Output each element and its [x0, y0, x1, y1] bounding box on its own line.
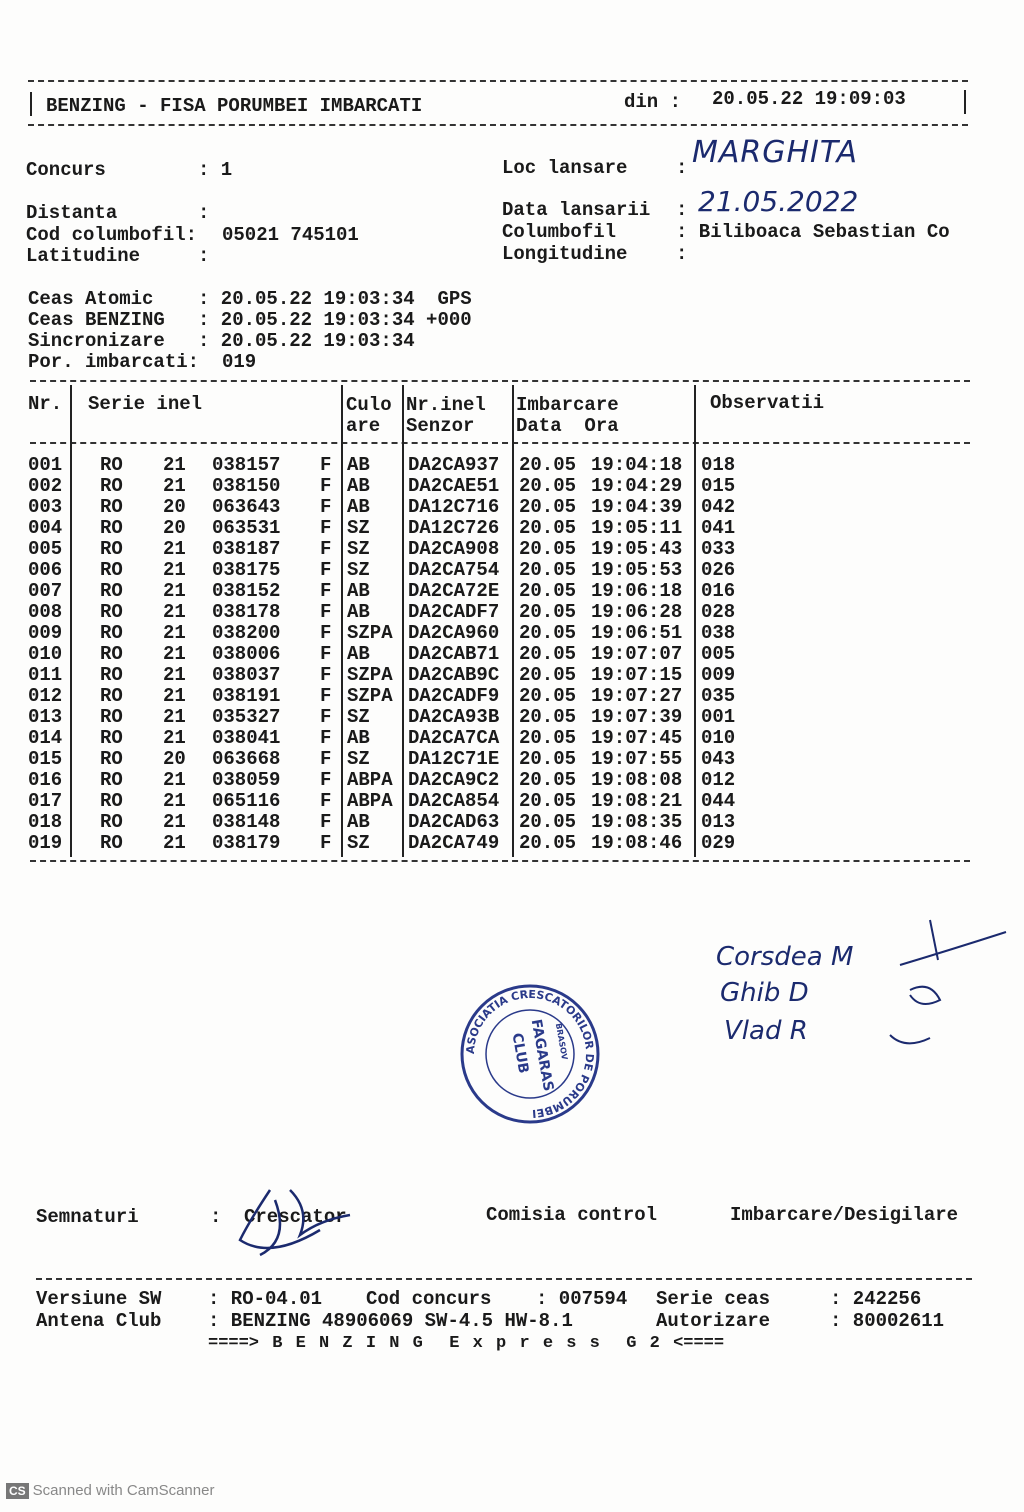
latitudine-value: : — [198, 245, 210, 267]
serie-ceas-label: Serie ceas — [656, 1288, 771, 1310]
table-row — [0, 581, 1024, 602]
cell-color: AB — [347, 811, 370, 833]
cell-ring-number: 038059 — [212, 769, 281, 791]
table-row — [0, 749, 1024, 770]
cell-ring-number: 038200 — [212, 622, 281, 644]
cell-nr: 018 — [28, 811, 63, 833]
cell-ring-number: 063531 — [212, 517, 281, 539]
col-header-nr: Nr. — [28, 393, 63, 415]
cell-nr: 001 — [28, 454, 63, 476]
cell-nr: 015 — [28, 748, 63, 770]
col-header-senzor-2: Senzor — [406, 415, 475, 437]
concurs-value: : 1 — [198, 159, 233, 181]
cell-sex: F — [320, 622, 332, 644]
cell-date: 20.05 — [519, 769, 577, 791]
loc-lansare-handwritten: MARGHITA — [692, 135, 858, 170]
cell-date: 20.05 — [519, 580, 577, 602]
longitudine-value: : — [676, 243, 688, 265]
cell-nr: 005 — [28, 538, 63, 560]
signature-scribbles — [860, 910, 1010, 1060]
cell-country: RO — [100, 454, 123, 476]
cell-country: RO — [100, 643, 123, 665]
cell-ring-number: 038150 — [212, 475, 281, 497]
distanta-value: : — [198, 202, 210, 224]
table-row — [0, 476, 1024, 497]
cell-sensor-ring: DA2CA749 — [408, 832, 500, 854]
cell-sensor-ring: DA2CAB71 — [408, 643, 500, 665]
cell-year: 21 — [163, 580, 186, 602]
cell-year: 21 — [163, 685, 186, 707]
benzing-express-banner: ====> B E N Z I N G E x p r e s s G 2 <==== — [208, 1334, 725, 1353]
cell-time: 19:05:43 — [591, 538, 683, 560]
cell-date: 20.05 — [519, 664, 577, 686]
cell-date: 20.05 — [519, 475, 577, 497]
din-value: 20.05.22 19:09:03 — [712, 88, 906, 110]
divider — [30, 92, 32, 116]
camscanner-logo: CS — [6, 1483, 29, 1499]
cell-time: 19:06:28 — [591, 601, 683, 623]
cell-observatii: 044 — [701, 790, 736, 812]
cell-time: 19:07:15 — [591, 664, 683, 686]
camscanner-watermark — [6, 1482, 214, 1499]
columbofil-value: : Biliboaca Sebastian Co — [676, 221, 950, 243]
cell-year: 21 — [163, 832, 186, 854]
cell-sensor-ring: DA2CA93B — [408, 706, 500, 728]
cell-date: 20.05 — [519, 559, 577, 581]
cell-date: 20.05 — [519, 496, 577, 518]
cell-sensor-ring: DA2CA908 — [408, 538, 500, 560]
cell-sex: F — [320, 685, 332, 707]
cell-ring-number: 038178 — [212, 601, 281, 623]
cell-sex: F — [320, 790, 332, 812]
cell-observatii: 033 — [701, 538, 736, 560]
document-title: BENZING - FISA PORUMBEI IMBARCATI — [46, 95, 423, 117]
cell-date: 20.05 — [519, 601, 577, 623]
ceas-benzing-label: Ceas BENZING — [28, 309, 165, 331]
cell-date: 20.05 — [519, 790, 577, 812]
col-header-culoare-2: are — [346, 415, 381, 437]
cell-color: ABPA — [347, 790, 393, 812]
cell-nr: 009 — [28, 622, 63, 644]
cell-ring-number: 038148 — [212, 811, 281, 833]
cell-color: AB — [347, 727, 370, 749]
cell-observatii: 012 — [701, 769, 736, 791]
stamp-fagaras: FAGARAS — [527, 1018, 557, 1093]
divider — [28, 80, 968, 82]
cell-time: 19:08:21 — [591, 790, 683, 812]
col-header-observatii: Observatii — [710, 392, 825, 414]
cell-color: SZ — [347, 559, 370, 581]
cell-sensor-ring: DA2CA72E — [408, 580, 500, 602]
cod-columbofil-label: Cod columbofil: — [26, 224, 198, 246]
cell-date: 20.05 — [519, 832, 577, 854]
cell-ring-number: 038187 — [212, 538, 281, 560]
table-row — [0, 497, 1024, 518]
table-row — [0, 812, 1024, 833]
cell-color: SZ — [347, 748, 370, 770]
cell-time: 19:07:27 — [591, 685, 683, 707]
cell-color: AB — [347, 601, 370, 623]
cell-sensor-ring: DA2CA937 — [408, 454, 500, 476]
antena-club-value: : BENZING 48906069 SW-4.5 HW-8.1 — [208, 1310, 573, 1332]
cell-date: 20.05 — [519, 706, 577, 728]
cell-ring-number: 035327 — [212, 706, 281, 728]
commission-signature-2: Ghib D — [720, 978, 809, 1008]
semnaturi-label: Semnaturi — [36, 1206, 139, 1228]
cell-sex: F — [320, 496, 332, 518]
cell-year: 21 — [163, 601, 186, 623]
cell-color: ABPA — [347, 769, 393, 791]
cell-sex: F — [320, 580, 332, 602]
loc-lansare-sep: : — [676, 157, 688, 179]
stamp-outer-text: ASOCIATIA CRESCATORILOR DE PORUMBEI — [463, 987, 597, 1120]
cell-observatii: 026 — [701, 559, 736, 581]
cell-time: 19:04:39 — [591, 496, 683, 518]
cell-sex: F — [320, 643, 332, 665]
cell-year: 21 — [163, 664, 186, 686]
cell-country: RO — [100, 790, 123, 812]
cell-time: 19:05:53 — [591, 559, 683, 581]
autorizare-label: Autorizare — [656, 1310, 771, 1332]
cell-sensor-ring: DA2CAB9C — [408, 664, 500, 686]
versiune-label: Versiune SW — [36, 1288, 162, 1310]
cell-sex: F — [320, 748, 332, 770]
crescator-signature — [230, 1180, 360, 1265]
cell-observatii: 029 — [701, 832, 736, 854]
cell-nr: 008 — [28, 601, 63, 623]
cell-sex: F — [320, 811, 332, 833]
cell-country: RO — [100, 811, 123, 833]
longitudine-label: Longitudine — [502, 243, 628, 265]
cell-sensor-ring: DA2CAE51 — [408, 475, 500, 497]
cell-time: 19:04:18 — [591, 454, 683, 476]
cell-year: 21 — [163, 790, 186, 812]
table-row — [0, 644, 1024, 665]
table-row — [0, 560, 1024, 581]
cell-ring-number: 038041 — [212, 727, 281, 749]
cell-nr: 006 — [28, 559, 63, 581]
cell-sex: F — [320, 664, 332, 686]
table-row — [0, 707, 1024, 728]
cell-observatii: 041 — [701, 517, 736, 539]
divider — [964, 90, 966, 114]
cell-time: 19:07:55 — [591, 748, 683, 770]
cell-year: 21 — [163, 454, 186, 476]
cell-observatii: 010 — [701, 727, 736, 749]
cell-sensor-ring: DA2CA854 — [408, 790, 500, 812]
comisia-control-label: Comisia control — [486, 1204, 658, 1226]
sincronizare-label: Sincronizare — [28, 330, 165, 352]
cell-observatii: 028 — [701, 601, 736, 623]
cell-year: 21 — [163, 706, 186, 728]
cell-date: 20.05 — [519, 643, 577, 665]
cell-nr: 016 — [28, 769, 63, 791]
cell-date: 20.05 — [519, 748, 577, 770]
cell-country: RO — [100, 538, 123, 560]
cell-nr: 014 — [28, 727, 63, 749]
col-header-serie: Serie inel — [88, 393, 203, 415]
imbarcare-desigilare-label: Imbarcare/Desigilare — [730, 1204, 959, 1226]
cell-country: RO — [100, 517, 123, 539]
data-lansarii-handwritten: 21.05.2022 — [698, 185, 859, 218]
cell-year: 21 — [163, 643, 186, 665]
cell-country: RO — [100, 685, 123, 707]
cell-year: 21 — [163, 538, 186, 560]
cell-time: 19:06:18 — [591, 580, 683, 602]
cod-columbofil-value: 05021 745101 — [222, 224, 359, 246]
cell-year: 20 — [163, 517, 186, 539]
camscanner-text: Scanned with CamScanner — [32, 1482, 215, 1499]
cell-observatii: 013 — [701, 811, 736, 833]
cell-time: 19:08:08 — [591, 769, 683, 791]
cell-ring-number: 063668 — [212, 748, 281, 770]
cell-sensor-ring: DA2CADF7 — [408, 601, 500, 623]
cell-sensor-ring: DA2CA754 — [408, 559, 500, 581]
ceas-benzing-value: : 20.05.22 19:03:34 +000 — [198, 309, 472, 331]
cell-ring-number: 065116 — [212, 790, 281, 812]
cell-country: RO — [100, 475, 123, 497]
cell-time: 19:08:35 — [591, 811, 683, 833]
cell-year: 21 — [163, 727, 186, 749]
cell-country: RO — [100, 748, 123, 770]
cell-observatii: 018 — [701, 454, 736, 476]
cell-year: 21 — [163, 811, 186, 833]
table-row — [0, 686, 1024, 707]
cell-nr: 002 — [28, 475, 63, 497]
cell-country: RO — [100, 727, 123, 749]
cell-nr: 017 — [28, 790, 63, 812]
cell-observatii: 015 — [701, 475, 736, 497]
cell-date: 20.05 — [519, 454, 577, 476]
cell-year: 21 — [163, 559, 186, 581]
cell-color: AB — [347, 580, 370, 602]
table-row — [0, 455, 1024, 476]
table-row — [0, 728, 1024, 749]
distanta-label: Distanta — [26, 202, 118, 224]
cell-time: 19:05:11 — [591, 517, 683, 539]
cell-year: 21 — [163, 769, 186, 791]
ceas-atomic-value: : 20.05.22 19:03:34 GPS — [198, 288, 472, 310]
col-header-imbarcare-2: Data Ora — [516, 415, 619, 437]
divider — [36, 1278, 972, 1280]
cod-concurs-label: Cod concurs — [366, 1288, 492, 1310]
cell-sex: F — [320, 454, 332, 476]
cell-color: SZ — [347, 517, 370, 539]
cell-sex: F — [320, 832, 332, 854]
cell-color: SZ — [347, 538, 370, 560]
columbofil-label: Columbofil — [502, 221, 617, 243]
cell-sex: F — [320, 517, 332, 539]
table-row — [0, 791, 1024, 812]
crescator-label: Crescator — [244, 1206, 347, 1228]
cell-nr: 019 — [28, 832, 63, 854]
cell-time: 19:04:29 — [591, 475, 683, 497]
sincronizare-value: : 20.05.22 19:03:34 — [198, 330, 415, 352]
table-row — [0, 623, 1024, 644]
cell-country: RO — [100, 769, 123, 791]
cell-sensor-ring: DA2CADF9 — [408, 685, 500, 707]
por-imbarcati-label: Por. imbarcati: — [28, 351, 200, 373]
divider — [30, 380, 970, 382]
cell-observatii: 009 — [701, 664, 736, 686]
cell-time: 19:07:39 — [591, 706, 683, 728]
cell-year: 20 — [163, 496, 186, 518]
cell-sensor-ring: DA12C716 — [408, 496, 500, 518]
antena-club-label: Antena Club — [36, 1310, 162, 1332]
cell-nr: 007 — [28, 580, 63, 602]
cell-country: RO — [100, 832, 123, 854]
cell-date: 20.05 — [519, 538, 577, 560]
table-row — [0, 518, 1024, 539]
din-label: din : — [624, 91, 682, 113]
cell-nr: 013 — [28, 706, 63, 728]
stamp-club: CLUB — [508, 1031, 532, 1075]
cell-country: RO — [100, 706, 123, 728]
cell-observatii: 043 — [701, 748, 736, 770]
cell-country: RO — [100, 622, 123, 644]
divider — [30, 442, 970, 444]
data-lansarii-label: Data lansarii — [502, 199, 651, 221]
cell-country: RO — [100, 664, 123, 686]
cell-date: 20.05 — [519, 811, 577, 833]
cell-nr: 011 — [28, 664, 63, 686]
cell-ring-number: 038191 — [212, 685, 281, 707]
cell-sensor-ring: DA2CA7CA — [408, 727, 500, 749]
cell-ring-number: 038179 — [212, 832, 281, 854]
cell-sex: F — [320, 727, 332, 749]
cell-nr: 012 — [28, 685, 63, 707]
cell-country: RO — [100, 496, 123, 518]
cell-sensor-ring: DA2CA9C2 — [408, 769, 500, 791]
divider — [28, 124, 968, 126]
cell-observatii: 042 — [701, 496, 736, 518]
cell-observatii: 005 — [701, 643, 736, 665]
cell-color: AB — [347, 643, 370, 665]
svg-text:ASOCIATIA CRESCATORILOR DE POR — [464, 988, 596, 1120]
col-header-culoare-1: Culo — [346, 394, 392, 416]
cell-sensor-ring: DA2CAD63 — [408, 811, 500, 833]
cell-date: 20.05 — [519, 685, 577, 707]
cell-date: 20.05 — [519, 622, 577, 644]
versiune-value: : RO-04.01 — [208, 1288, 323, 1310]
cell-sex: F — [320, 559, 332, 581]
data-lansarii-sep: : — [676, 199, 688, 221]
cell-observatii: 001 — [701, 706, 736, 728]
cell-color: SZ — [347, 706, 370, 728]
cell-color: SZPA — [347, 685, 393, 707]
stamp-city: BRASOV — [553, 1022, 570, 1061]
cell-sex: F — [320, 475, 332, 497]
cell-color: AB — [347, 496, 370, 518]
loc-lansare-label: Loc lansare — [502, 157, 628, 179]
table-row — [0, 833, 1024, 854]
autorizare-value: : 80002611 — [830, 1310, 945, 1332]
cod-concurs-value: : 007594 — [536, 1288, 628, 1310]
cell-country: RO — [100, 601, 123, 623]
serie-ceas-value: : 242256 — [830, 1288, 922, 1310]
cell-observatii: 016 — [701, 580, 736, 602]
cell-time: 19:07:07 — [591, 643, 683, 665]
cell-time: 19:08:46 — [591, 832, 683, 854]
semnaturi-sep: : — [210, 1206, 222, 1228]
cell-sex: F — [320, 706, 332, 728]
cell-sensor-ring: DA12C71E — [408, 748, 500, 770]
cell-year: 21 — [163, 622, 186, 644]
cell-ring-number: 038006 — [212, 643, 281, 665]
cell-ring-number: 038157 — [212, 454, 281, 476]
col-header-senzor-1: Nr.inel — [406, 394, 486, 416]
cell-date: 20.05 — [519, 727, 577, 749]
cell-sex: F — [320, 769, 332, 791]
cell-year: 20 — [163, 748, 186, 770]
cell-sex: F — [320, 601, 332, 623]
cell-sensor-ring: DA12C726 — [408, 517, 500, 539]
divider — [30, 860, 970, 862]
commission-signature-3: Vlad R — [724, 1016, 808, 1046]
club-stamp — [458, 982, 602, 1126]
cell-country: RO — [100, 580, 123, 602]
table-row — [0, 770, 1024, 791]
cell-ring-number: 038037 — [212, 664, 281, 686]
cell-date: 20.05 — [519, 517, 577, 539]
cell-observatii: 038 — [701, 622, 736, 644]
cell-ring-number: 038152 — [212, 580, 281, 602]
table-row — [0, 602, 1024, 623]
cell-time: 19:06:51 — [591, 622, 683, 644]
cell-sensor-ring: DA2CA960 — [408, 622, 500, 644]
ceas-atomic-label: Ceas Atomic — [28, 288, 154, 310]
cell-color: SZPA — [347, 622, 393, 644]
cell-color: SZ — [347, 832, 370, 854]
cell-color: SZPA — [347, 664, 393, 686]
latitudine-label: Latitudine — [26, 245, 141, 267]
cell-ring-number: 038175 — [212, 559, 281, 581]
cell-color: AB — [347, 454, 370, 476]
cell-nr: 010 — [28, 643, 63, 665]
table-row — [0, 539, 1024, 560]
cell-country: RO — [100, 559, 123, 581]
cell-nr: 004 — [28, 517, 63, 539]
concurs-label: Concurs — [26, 159, 106, 181]
cell-year: 21 — [163, 475, 186, 497]
cell-color: AB — [347, 475, 370, 497]
cell-nr: 003 — [28, 496, 63, 518]
table-row — [0, 665, 1024, 686]
cell-observatii: 035 — [701, 685, 736, 707]
cell-time: 19:07:45 — [591, 727, 683, 749]
col-header-imbarcare-1: Imbarcare — [516, 394, 619, 416]
commission-signature-1: Corsdea M — [716, 942, 854, 972]
por-imbarcati-value: 019 — [222, 351, 257, 373]
cell-sex: F — [320, 538, 332, 560]
cell-ring-number: 063643 — [212, 496, 281, 518]
